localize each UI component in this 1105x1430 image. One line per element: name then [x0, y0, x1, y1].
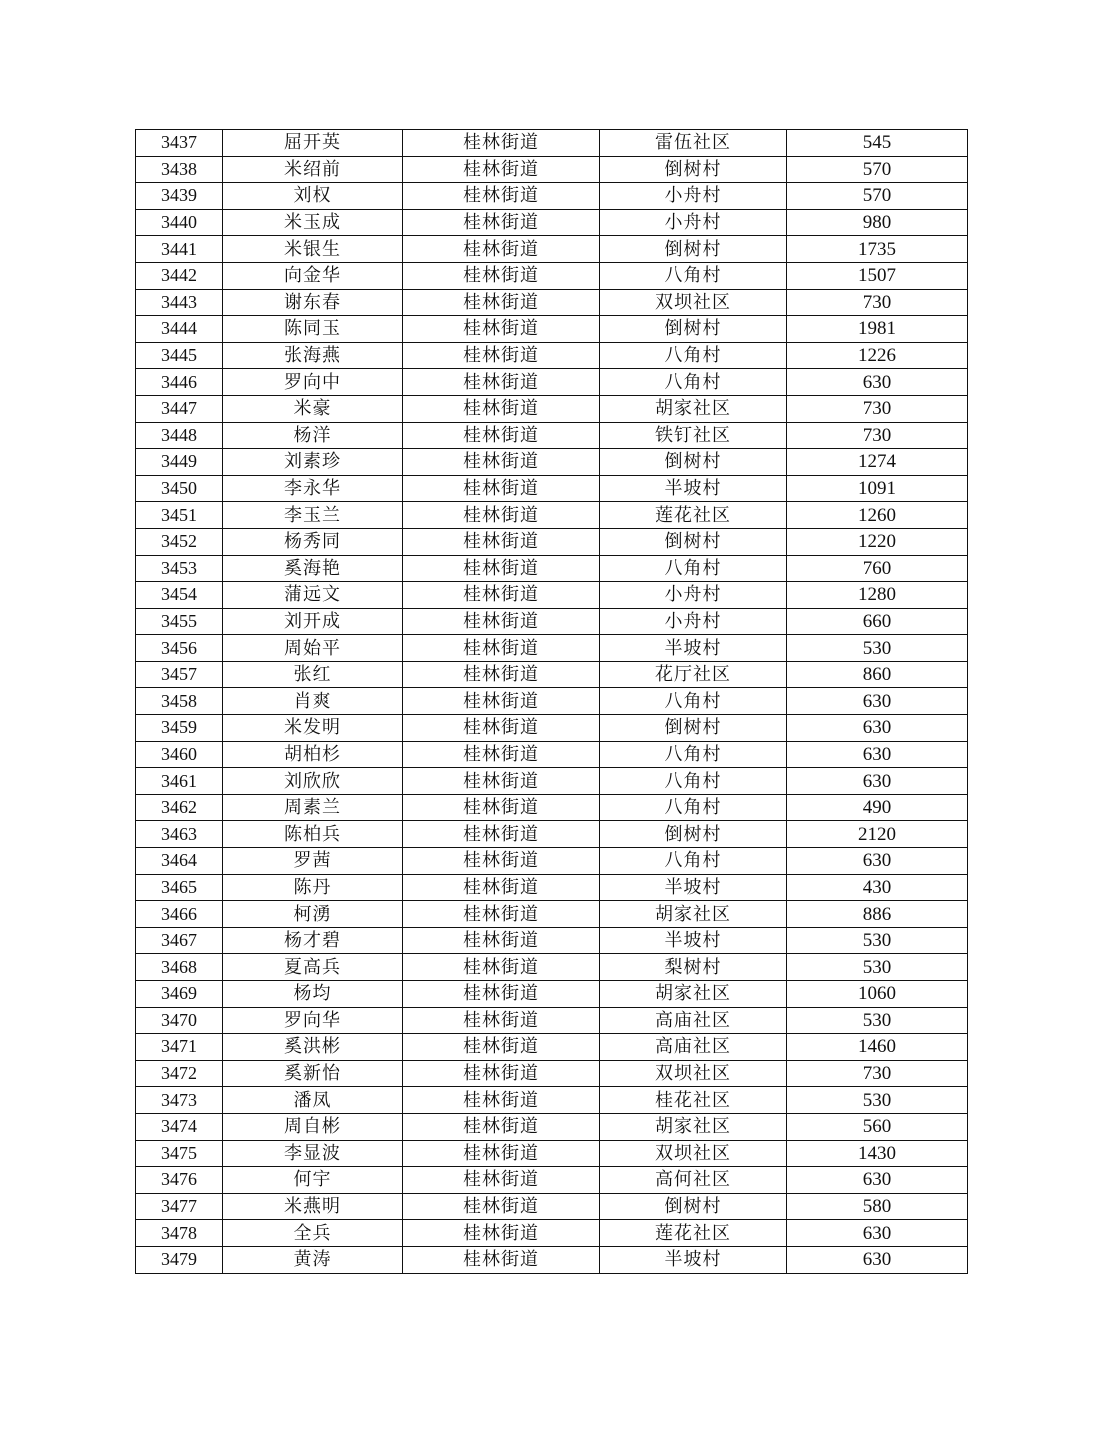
amount-cell: 570: [787, 183, 968, 210]
table-row: [136, 528, 968, 555]
name-cell: 周始平: [223, 635, 403, 662]
table-row: [136, 236, 968, 263]
amount-cell: 660: [787, 608, 968, 635]
name-cell: 罗向华: [223, 1007, 403, 1034]
table-row: [136, 1246, 968, 1273]
table-row: [136, 422, 968, 449]
street-cell: 桂林街道: [403, 661, 600, 688]
row-number-cell: 3450: [136, 475, 223, 502]
name-cell: 米玉成: [223, 209, 403, 236]
amount-cell: 980: [787, 209, 968, 236]
community-cell: 八角村: [600, 342, 787, 369]
row-number-cell: 3453: [136, 555, 223, 582]
row-number-cell: 3455: [136, 608, 223, 635]
table-row: [136, 1193, 968, 1220]
street-cell: 桂林街道: [403, 1113, 600, 1140]
amount-cell: 430: [787, 874, 968, 901]
amount-cell: 630: [787, 768, 968, 795]
street-cell: 桂林街道: [403, 821, 600, 848]
row-number-cell: 3467: [136, 927, 223, 954]
name-cell: 何宇: [223, 1167, 403, 1194]
table-row: [136, 475, 968, 502]
name-cell: 奚海艳: [223, 555, 403, 582]
amount-cell: 1226: [787, 342, 968, 369]
name-cell: 米绍前: [223, 156, 403, 183]
community-cell: 花厅社区: [600, 661, 787, 688]
amount-cell: 1735: [787, 236, 968, 263]
table-row: [136, 262, 968, 289]
name-cell: 肖爽: [223, 688, 403, 715]
row-number-cell: 3441: [136, 236, 223, 263]
table-row: [136, 768, 968, 795]
name-cell: 陈柏兵: [223, 821, 403, 848]
street-cell: 桂林街道: [403, 688, 600, 715]
row-number-cell: 3447: [136, 395, 223, 422]
table-row: [136, 502, 968, 529]
community-cell: 倒树村: [600, 528, 787, 555]
community-cell: 胡家社区: [600, 981, 787, 1008]
community-cell: 桂花社区: [600, 1087, 787, 1114]
name-cell: 陈同玉: [223, 316, 403, 343]
community-cell: 莲花社区: [600, 1220, 787, 1247]
amount-cell: 730: [787, 422, 968, 449]
amount-cell: 630: [787, 688, 968, 715]
name-cell: 奚洪彬: [223, 1034, 403, 1061]
row-number-cell: 3469: [136, 981, 223, 1008]
table-row: [136, 608, 968, 635]
name-cell: 刘开成: [223, 608, 403, 635]
table-row: [136, 156, 968, 183]
amount-cell: 730: [787, 289, 968, 316]
row-number-cell: 3460: [136, 741, 223, 768]
amount-cell: 730: [787, 1060, 968, 1087]
community-cell: 八角村: [600, 688, 787, 715]
street-cell: 桂林街道: [403, 1246, 600, 1273]
community-cell: 八角村: [600, 262, 787, 289]
community-cell: 倒树村: [600, 449, 787, 476]
name-cell: 杨洋: [223, 422, 403, 449]
name-cell: 李玉兰: [223, 502, 403, 529]
street-cell: 桂林街道: [403, 741, 600, 768]
amount-cell: 630: [787, 369, 968, 396]
table-row: [136, 954, 968, 981]
community-cell: 高何社区: [600, 1167, 787, 1194]
street-cell: 桂林街道: [403, 183, 600, 210]
name-cell: 米豪: [223, 395, 403, 422]
street-cell: 桂林街道: [403, 1167, 600, 1194]
row-number-cell: 3473: [136, 1087, 223, 1114]
name-cell: 米银生: [223, 236, 403, 263]
name-cell: 刘欣欣: [223, 768, 403, 795]
table-row: [136, 741, 968, 768]
row-number-cell: 3457: [136, 661, 223, 688]
amount-cell: 580: [787, 1193, 968, 1220]
table-row: [136, 688, 968, 715]
table-row: [136, 369, 968, 396]
community-cell: 小舟村: [600, 183, 787, 210]
row-number-cell: 3470: [136, 1007, 223, 1034]
community-cell: 半坡村: [600, 635, 787, 662]
table-row: [136, 635, 968, 662]
table-row: [136, 183, 968, 210]
community-cell: 倒树村: [600, 1193, 787, 1220]
row-number-cell: 3465: [136, 874, 223, 901]
community-cell: 莲花社区: [600, 502, 787, 529]
name-cell: 张海燕: [223, 342, 403, 369]
street-cell: 桂林街道: [403, 395, 600, 422]
community-cell: 半坡村: [600, 1246, 787, 1273]
amount-cell: 570: [787, 156, 968, 183]
table-row: [136, 1034, 968, 1061]
row-number-cell: 3466: [136, 901, 223, 928]
row-number-cell: 3445: [136, 342, 223, 369]
street-cell: 桂林街道: [403, 794, 600, 821]
community-cell: 八角村: [600, 555, 787, 582]
name-cell: 刘素珍: [223, 449, 403, 476]
street-cell: 桂林街道: [403, 369, 600, 396]
amount-cell: 630: [787, 715, 968, 742]
street-cell: 桂林街道: [403, 1060, 600, 1087]
amount-cell: 1060: [787, 981, 968, 1008]
amount-cell: 1260: [787, 502, 968, 529]
row-number-cell: 3451: [136, 502, 223, 529]
amount-cell: 560: [787, 1113, 968, 1140]
street-cell: 桂林街道: [403, 449, 600, 476]
street-cell: 桂林街道: [403, 316, 600, 343]
table-row: [136, 289, 968, 316]
street-cell: 桂林街道: [403, 475, 600, 502]
table-row: [136, 794, 968, 821]
community-cell: 铁钉社区: [600, 422, 787, 449]
street-cell: 桂林街道: [403, 1140, 600, 1167]
amount-cell: 490: [787, 794, 968, 821]
name-cell: 黄涛: [223, 1246, 403, 1273]
community-cell: 倒树村: [600, 236, 787, 263]
community-cell: 胡家社区: [600, 1113, 787, 1140]
name-cell: 杨均: [223, 981, 403, 1008]
name-cell: 罗茜: [223, 848, 403, 875]
street-cell: 桂林街道: [403, 1087, 600, 1114]
street-cell: 桂林街道: [403, 981, 600, 1008]
table-row: [136, 209, 968, 236]
community-cell: 八角村: [600, 794, 787, 821]
street-cell: 桂林街道: [403, 130, 600, 157]
street-cell: 桂林街道: [403, 262, 600, 289]
name-cell: 罗向中: [223, 369, 403, 396]
table-row: [136, 1167, 968, 1194]
amount-cell: 760: [787, 555, 968, 582]
row-number-cell: 3454: [136, 582, 223, 609]
name-cell: 刘权: [223, 183, 403, 210]
name-cell: 陈丹: [223, 874, 403, 901]
amount-cell: 1507: [787, 262, 968, 289]
table-row: [136, 316, 968, 343]
table-row: [136, 661, 968, 688]
amount-cell: 1220: [787, 528, 968, 555]
row-number-cell: 3459: [136, 715, 223, 742]
row-number-cell: 3437: [136, 130, 223, 157]
street-cell: 桂林街道: [403, 901, 600, 928]
row-number-cell: 3443: [136, 289, 223, 316]
table-row: [136, 927, 968, 954]
street-cell: 桂林街道: [403, 582, 600, 609]
community-cell: 八角村: [600, 741, 787, 768]
street-cell: 桂林街道: [403, 848, 600, 875]
community-cell: 小舟村: [600, 608, 787, 635]
amount-cell: 630: [787, 1246, 968, 1273]
name-cell: 胡柏杉: [223, 741, 403, 768]
row-number-cell: 3461: [136, 768, 223, 795]
row-number-cell: 3464: [136, 848, 223, 875]
community-cell: 半坡村: [600, 927, 787, 954]
row-number-cell: 3475: [136, 1140, 223, 1167]
row-number-cell: 3444: [136, 316, 223, 343]
amount-cell: 1460: [787, 1034, 968, 1061]
name-cell: 奚新怡: [223, 1060, 403, 1087]
street-cell: 桂林街道: [403, 768, 600, 795]
street-cell: 桂林街道: [403, 715, 600, 742]
table-row: [136, 715, 968, 742]
row-number-cell: 3471: [136, 1034, 223, 1061]
table-row: [136, 555, 968, 582]
street-cell: 桂林街道: [403, 1220, 600, 1247]
row-number-cell: 3458: [136, 688, 223, 715]
table-row: [136, 1113, 968, 1140]
community-cell: 胡家社区: [600, 901, 787, 928]
community-cell: 八角村: [600, 848, 787, 875]
community-cell: 雷伍社区: [600, 130, 787, 157]
table-row: [136, 395, 968, 422]
amount-cell: 545: [787, 130, 968, 157]
amount-cell: 630: [787, 741, 968, 768]
street-cell: 桂林街道: [403, 209, 600, 236]
name-cell: 张红: [223, 661, 403, 688]
community-cell: 高庙社区: [600, 1007, 787, 1034]
amount-cell: 530: [787, 1087, 968, 1114]
amount-cell: 1091: [787, 475, 968, 502]
name-cell: 杨秀同: [223, 528, 403, 555]
row-number-cell: 3472: [136, 1060, 223, 1087]
row-number-cell: 3439: [136, 183, 223, 210]
row-number-cell: 3449: [136, 449, 223, 476]
name-cell: 全兵: [223, 1220, 403, 1247]
street-cell: 桂林街道: [403, 874, 600, 901]
amount-cell: 1430: [787, 1140, 968, 1167]
street-cell: 桂林街道: [403, 422, 600, 449]
amount-cell: 2120: [787, 821, 968, 848]
table-row: [136, 1007, 968, 1034]
table-row: [136, 1087, 968, 1114]
row-number-cell: 3478: [136, 1220, 223, 1247]
community-cell: 小舟村: [600, 209, 787, 236]
name-cell: 谢东春: [223, 289, 403, 316]
row-number-cell: 3463: [136, 821, 223, 848]
community-cell: 倒树村: [600, 715, 787, 742]
community-cell: 倒树村: [600, 821, 787, 848]
table-row: [136, 1220, 968, 1247]
community-cell: 倒树村: [600, 156, 787, 183]
community-cell: 倒树村: [600, 316, 787, 343]
row-number-cell: 3476: [136, 1167, 223, 1194]
amount-cell: 630: [787, 1167, 968, 1194]
community-cell: 小舟村: [600, 582, 787, 609]
row-number-cell: 3462: [136, 794, 223, 821]
community-cell: 高庙社区: [600, 1034, 787, 1061]
street-cell: 桂林街道: [403, 927, 600, 954]
table-row: [136, 449, 968, 476]
row-number-cell: 3448: [136, 422, 223, 449]
street-cell: 桂林街道: [403, 342, 600, 369]
amount-cell: 1274: [787, 449, 968, 476]
community-cell: 八角村: [600, 768, 787, 795]
street-cell: 桂林街道: [403, 236, 600, 263]
roster-table-body: [136, 130, 968, 1274]
table-row: [136, 1060, 968, 1087]
row-number-cell: 3442: [136, 262, 223, 289]
community-cell: 双坝社区: [600, 1060, 787, 1087]
amount-cell: 1280: [787, 582, 968, 609]
street-cell: 桂林街道: [403, 555, 600, 582]
amount-cell: 530: [787, 635, 968, 662]
street-cell: 桂林街道: [403, 502, 600, 529]
row-number-cell: 3440: [136, 209, 223, 236]
amount-cell: 630: [787, 848, 968, 875]
street-cell: 桂林街道: [403, 1007, 600, 1034]
row-number-cell: 3477: [136, 1193, 223, 1220]
roster-table: [135, 129, 968, 1274]
amount-cell: 886: [787, 901, 968, 928]
community-cell: 胡家社区: [600, 395, 787, 422]
table-row: [136, 848, 968, 875]
row-number-cell: 3438: [136, 156, 223, 183]
row-number-cell: 3468: [136, 954, 223, 981]
amount-cell: 530: [787, 1007, 968, 1034]
row-number-cell: 3474: [136, 1113, 223, 1140]
row-number-cell: 3456: [136, 635, 223, 662]
amount-cell: 730: [787, 395, 968, 422]
community-cell: 半坡村: [600, 874, 787, 901]
street-cell: 桂林街道: [403, 1193, 600, 1220]
street-cell: 桂林街道: [403, 289, 600, 316]
table-row: [136, 342, 968, 369]
street-cell: 桂林街道: [403, 954, 600, 981]
name-cell: 杨才碧: [223, 927, 403, 954]
amount-cell: 860: [787, 661, 968, 688]
amount-cell: 530: [787, 954, 968, 981]
community-cell: 半坡村: [600, 475, 787, 502]
name-cell: 潘凤: [223, 1087, 403, 1114]
community-cell: 双坝社区: [600, 289, 787, 316]
name-cell: 周素兰: [223, 794, 403, 821]
community-cell: 梨树村: [600, 954, 787, 981]
community-cell: 双坝社区: [600, 1140, 787, 1167]
table-row: [136, 981, 968, 1008]
name-cell: 夏高兵: [223, 954, 403, 981]
row-number-cell: 3479: [136, 1246, 223, 1273]
row-number-cell: 3452: [136, 528, 223, 555]
community-cell: 八角村: [600, 369, 787, 396]
amount-cell: 530: [787, 927, 968, 954]
name-cell: 屈开英: [223, 130, 403, 157]
name-cell: 米燕明: [223, 1193, 403, 1220]
table-row: [136, 821, 968, 848]
table-row: [136, 582, 968, 609]
name-cell: 柯湧: [223, 901, 403, 928]
name-cell: 李显波: [223, 1140, 403, 1167]
street-cell: 桂林街道: [403, 156, 600, 183]
name-cell: 周自彬: [223, 1113, 403, 1140]
amount-cell: 1981: [787, 316, 968, 343]
name-cell: 向金华: [223, 262, 403, 289]
name-cell: 蒲远文: [223, 582, 403, 609]
street-cell: 桂林街道: [403, 1034, 600, 1061]
name-cell: 李永华: [223, 475, 403, 502]
table-row: [136, 874, 968, 901]
amount-cell: 630: [787, 1220, 968, 1247]
name-cell: 米发明: [223, 715, 403, 742]
street-cell: 桂林街道: [403, 608, 600, 635]
table-row: [136, 901, 968, 928]
table-row: [136, 1140, 968, 1167]
table-row: [136, 130, 968, 157]
row-number-cell: 3446: [136, 369, 223, 396]
street-cell: 桂林街道: [403, 528, 600, 555]
street-cell: 桂林街道: [403, 635, 600, 662]
